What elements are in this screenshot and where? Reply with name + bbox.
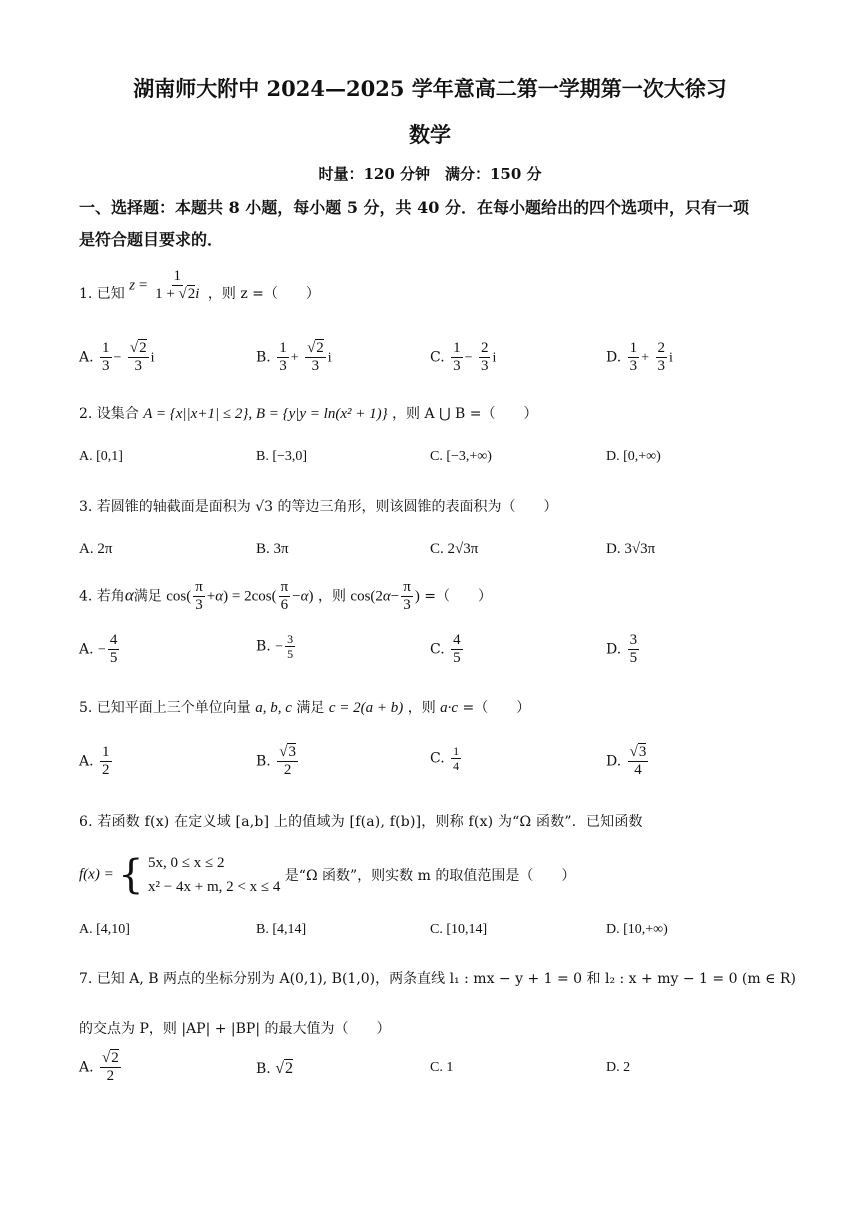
q4-option-d: D. $\frac{3}{5}$ bbox=[606, 632, 638, 666]
q4-option-c: C. $\frac{4}{5}$ bbox=[430, 632, 461, 666]
q3-option-b: B. 3π bbox=[256, 541, 289, 557]
q7-option-b: B. √2 bbox=[256, 1060, 293, 1077]
question-7-line1: 7. 已知 A, B 两点的坐标分别为 A(0,1), B(1,0)，两条直线 l₁ : mx − y + 1 = 0 和 l₂ : x + my − 1 = 0 (m ∈ R) bbox=[79, 971, 796, 987]
q2-option-b: B. [−3,0] bbox=[256, 449, 308, 464]
question-2: 2. 设集合 A = {x||x+1| ≤ 2}, B = {y|y = ln(x² + 1)} ，则 A ⋃ B =（ ） bbox=[79, 406, 538, 422]
question-7-line2: 的交点为 P，则 |AP| + |BP| 的最大值为（ ） bbox=[79, 1021, 391, 1037]
q6-option-c: C. [10,14] bbox=[430, 922, 488, 937]
q6-option-a: A. [4,10] bbox=[79, 922, 130, 937]
subject-title: 数学 bbox=[409, 122, 451, 147]
q3-option-a: A. 2π bbox=[79, 541, 113, 557]
q5-option-b: B. $\frac{√3}{2}$ bbox=[256, 744, 296, 778]
question-1: 1. 已知 z = $\frac{1}{1 + √2i}$ ，则 z =（ ） bbox=[79, 268, 320, 302]
q3-option-d: D. 3√3π bbox=[606, 541, 656, 557]
q7-option-a: A. $\frac{√2}{2}$ bbox=[79, 1050, 119, 1084]
section-heading-line1: 一、选择题：本题共 8 小题，每小题 5 分，共 40 分．在每小题给出的四个选项中，只有一项 bbox=[79, 198, 749, 217]
q1-option-a: A. $\frac{1}{3}$ − $\frac{√2}{3}$ i bbox=[79, 340, 155, 374]
q5-option-a: A. $\frac{1}{2}$ bbox=[79, 744, 110, 778]
q2-option-a: A. [0,1] bbox=[79, 449, 123, 464]
q7-option-d: D. 2 bbox=[606, 1060, 631, 1075]
q7-option-c: C. 1 bbox=[430, 1060, 454, 1075]
q6-option-d: D. [10,+∞) bbox=[606, 922, 668, 937]
q6-option-b: B. [4,14] bbox=[256, 922, 307, 937]
q1-option-b: B. $\frac{1}{3}$ + $\frac{√2}{3}$ i bbox=[256, 340, 332, 374]
q1-option-c: C. $\frac{1}{3}$ − $\frac{2}{3}$ i bbox=[430, 340, 497, 374]
q4-option-a: A. − $\frac{4}{5}$ bbox=[79, 632, 118, 666]
section-heading-line2: 是符合题目要求的． bbox=[79, 230, 224, 249]
q2-option-d: D. [0,+∞) bbox=[606, 449, 661, 464]
q5-option-c: C. $\frac{1}{4}$ bbox=[430, 744, 460, 773]
q5-option-d: D. $\frac{√3}{4}$ bbox=[606, 744, 647, 778]
exam-meta: 时量：120 分钟 满分：150 分 bbox=[318, 165, 542, 183]
page-title: 湖南师大附中 2024—2025 学年意高二第一学期第一次大徐习 bbox=[133, 76, 727, 101]
question-4: 4. 若角α满足 cos( $\frac{\pi}{3}$ +α) = 2cos( $\frac{\pi}{6}$ −α) ，则 cos(2α− $\frac{\pi}{3}$ ) =（ ） bbox=[79, 579, 493, 613]
q1-option-d: D. $\frac{1}{3}$ + $\frac{2}{3}$ i bbox=[606, 340, 673, 374]
question-5: 5. 已知平面上三个单位向量 a, b, c 满足 c = 2(a + b) ，则 a·c =（ ） bbox=[79, 700, 531, 716]
question-6-function: f(x) = { 5x, 0 ≤ x ≤ 2 x² − 4x + m, 2 < x ≤ 4 是“Ω 函数”，则实数 m 的取值范围是（ ） bbox=[79, 852, 576, 898]
question-6-line1: 6. 若函数 f(x) 在定义域 [a,b] 上的值域为 [f(a), f(b)]，则称 f(x) 为“Ω 函数”．已知函数 bbox=[79, 814, 643, 830]
q2-option-c: C. [−3,+∞) bbox=[430, 449, 492, 464]
q4-option-b: B. − $\frac{3}{5}$ bbox=[256, 632, 294, 661]
q3-option-c: C. 2√3π bbox=[430, 541, 479, 557]
question-3: 3. 若圆锥的轴截面是面积为 √3 的等边三角形，则该圆锥的表面积为（ ） bbox=[79, 499, 558, 515]
